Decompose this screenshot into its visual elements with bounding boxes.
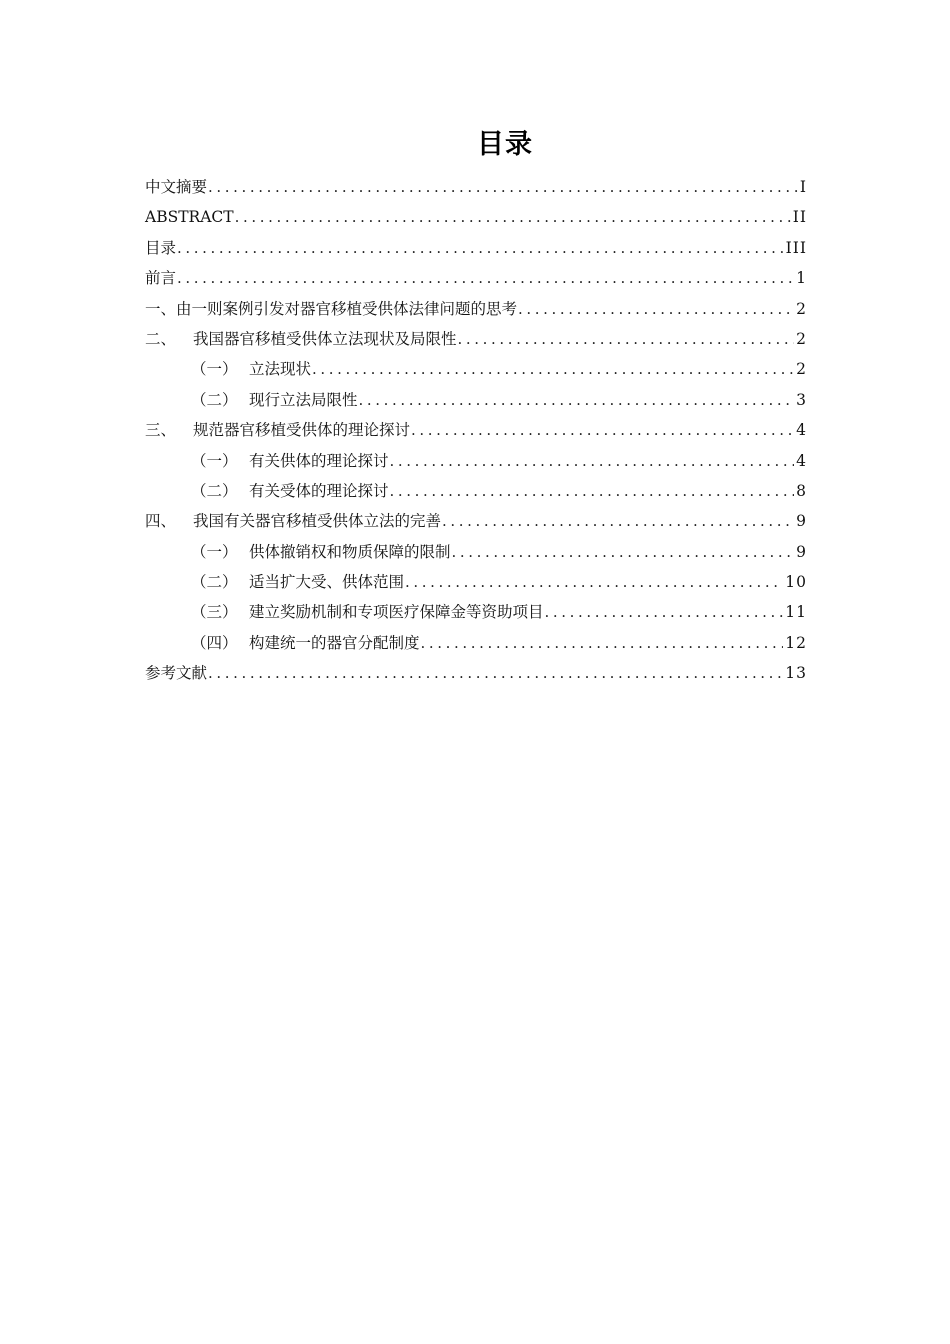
toc-entry-text: 建立奖励机制和专项医疗保障金等资助项目 <box>249 603 544 622</box>
toc-entry-section-3-2[interactable] <box>145 476 807 506</box>
toc-entry-text: 有关受体的理论探讨 <box>249 481 389 500</box>
toc-leader-dots <box>177 263 794 293</box>
toc-entry-text: 有关供体的理论探讨 <box>249 451 389 470</box>
toc-entry-number: （一） <box>191 451 238 470</box>
toc-leader-dots <box>405 567 783 597</box>
toc-entry-page: III <box>785 238 807 257</box>
toc-entry-text: 构建统一的器官分配制度 <box>249 633 420 652</box>
toc-leader-dots <box>359 385 795 415</box>
toc-entry-page: I <box>799 178 807 196</box>
toc-entry-section-4-4[interactable] <box>145 628 807 658</box>
table-of-contents <box>145 172 807 689</box>
toc-entry-number: （一） <box>191 360 238 379</box>
toc-entry-abstract-cn[interactable] <box>145 172 807 202</box>
toc-entry-page: 2 <box>796 329 807 348</box>
toc-entry-section-2-1[interactable] <box>145 354 807 384</box>
toc-entry-text: 目录 <box>145 238 177 257</box>
toc-entry-section-4-1[interactable] <box>145 537 807 567</box>
toc-entry-number: （二） <box>191 390 238 409</box>
toc-entry-text: 中文摘要 <box>145 178 208 196</box>
toc-leader-dots <box>545 597 784 627</box>
toc-entry-page: 2 <box>796 360 807 379</box>
toc-entry-page: 9 <box>796 542 807 561</box>
toc-entry-contents[interactable] <box>145 233 807 263</box>
toc-entry-references[interactable] <box>145 658 807 688</box>
toc-entry-abstract-en[interactable] <box>145 202 807 232</box>
toc-entry-page: 10 <box>785 573 807 592</box>
toc-entry-section-1[interactable] <box>145 294 807 324</box>
toc-leader-dots <box>411 415 794 445</box>
toc-leader-dots <box>390 476 795 506</box>
toc-entry-text: 我国有关器官移植受供体立法的完善 <box>193 512 442 531</box>
toc-entry-section-3[interactable] <box>145 415 807 445</box>
toc-entry-page: 12 <box>785 633 807 652</box>
toc-entry-number: 二、 <box>145 329 177 348</box>
toc-entry-text: 由一则案例引发对器官移植受供体法律问题的思考 <box>176 299 518 318</box>
toc-entry-text: 立法现状 <box>249 360 312 379</box>
toc-leader-dots <box>458 324 795 354</box>
toc-entry-number: （二） <box>191 573 238 592</box>
toc-leader-dots <box>421 628 784 658</box>
toc-entry-number: （四） <box>191 633 238 652</box>
toc-entry-page: 9 <box>796 512 807 531</box>
toc-leader-dots <box>208 658 783 688</box>
toc-entry-page: II <box>792 208 807 227</box>
toc-entry-text: 供体撤销权和物质保障的限制 <box>249 542 451 561</box>
toc-entry-page: 4 <box>796 451 807 470</box>
toc-entry-page: 13 <box>785 664 807 683</box>
toc-leader-dots <box>312 354 794 384</box>
toc-entry-section-2[interactable] <box>145 324 807 354</box>
toc-entry-number: 四、 <box>145 512 177 531</box>
toc-entry-section-4[interactable] <box>145 506 807 536</box>
toc-entry-text: 适当扩大受、供体范围 <box>249 573 405 592</box>
toc-title: 目录 <box>477 129 533 160</box>
toc-entry-number: 一、 <box>145 299 177 318</box>
toc-leader-dots <box>235 202 791 232</box>
toc-entry-number: 三、 <box>145 421 177 440</box>
toc-leader-dots <box>390 446 795 476</box>
toc-entry-page: 8 <box>796 481 807 500</box>
toc-leader-dots <box>208 172 798 202</box>
toc-entry-section-2-2[interactable] <box>145 385 807 415</box>
toc-leader-dots <box>177 233 784 263</box>
toc-entry-number: （二） <box>191 481 238 500</box>
toc-entry-section-4-3[interactable] <box>145 597 807 627</box>
toc-entry-page: 11 <box>785 603 807 622</box>
toc-leader-dots <box>518 294 794 324</box>
toc-entry-text: 规范器官移植受供体的理论探讨 <box>193 421 411 440</box>
toc-entry-text: 现行立法局限性 <box>249 390 358 409</box>
toc-entry-section-3-1[interactable] <box>145 446 807 476</box>
toc-entry-page: 2 <box>796 299 807 318</box>
toc-entry-text: 参考文献 <box>145 664 208 683</box>
toc-entry-text: 我国器官移植受供体立法现状及局限性 <box>193 329 457 348</box>
toc-entry-preface[interactable] <box>145 263 807 293</box>
toc-entry-number: （一） <box>191 542 238 561</box>
toc-leader-dots <box>452 537 795 567</box>
toc-entry-page: 1 <box>796 269 807 288</box>
toc-leader-dots <box>442 506 794 536</box>
toc-entry-section-4-2[interactable] <box>145 567 807 597</box>
toc-entry-page: 4 <box>796 421 807 440</box>
toc-entry-number: （三） <box>191 603 238 622</box>
toc-entry-text: 前言 <box>145 269 177 288</box>
toc-entry-page: 3 <box>796 390 807 409</box>
toc-entry-text: ABSTRACT <box>145 208 234 227</box>
